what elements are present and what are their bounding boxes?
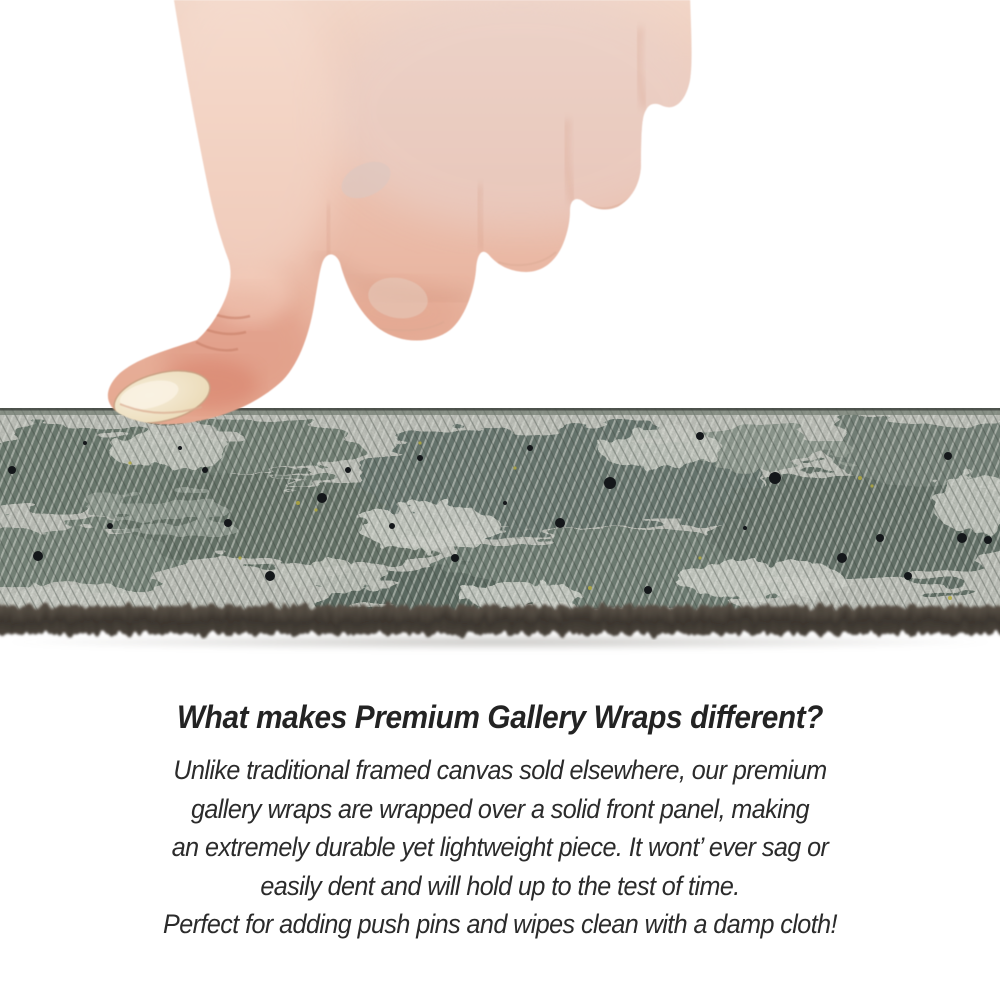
frame-edge <box>0 606 1000 634</box>
caption-title: What makes Premium Gallery Wraps different? <box>176 699 824 735</box>
caption-line: gallery wraps are wrapped over a solid front panel, making <box>190 793 810 824</box>
caption-line: Unlike traditional framed canvas sold elsewhere, our premium <box>173 755 827 785</box>
caption-line: easily dent and will hold up to the test of time. <box>260 870 740 901</box>
hand-illustration <box>0 0 760 450</box>
caption-body <box>35 751 965 944</box>
hand-photo <box>0 0 760 450</box>
caption-line: an extremely durable yet lightweight piece. It wont’ ever sag or <box>171 832 829 862</box>
caption-line: Perfect for adding push pins and wipes clean with a damp cloth! <box>163 909 837 939</box>
